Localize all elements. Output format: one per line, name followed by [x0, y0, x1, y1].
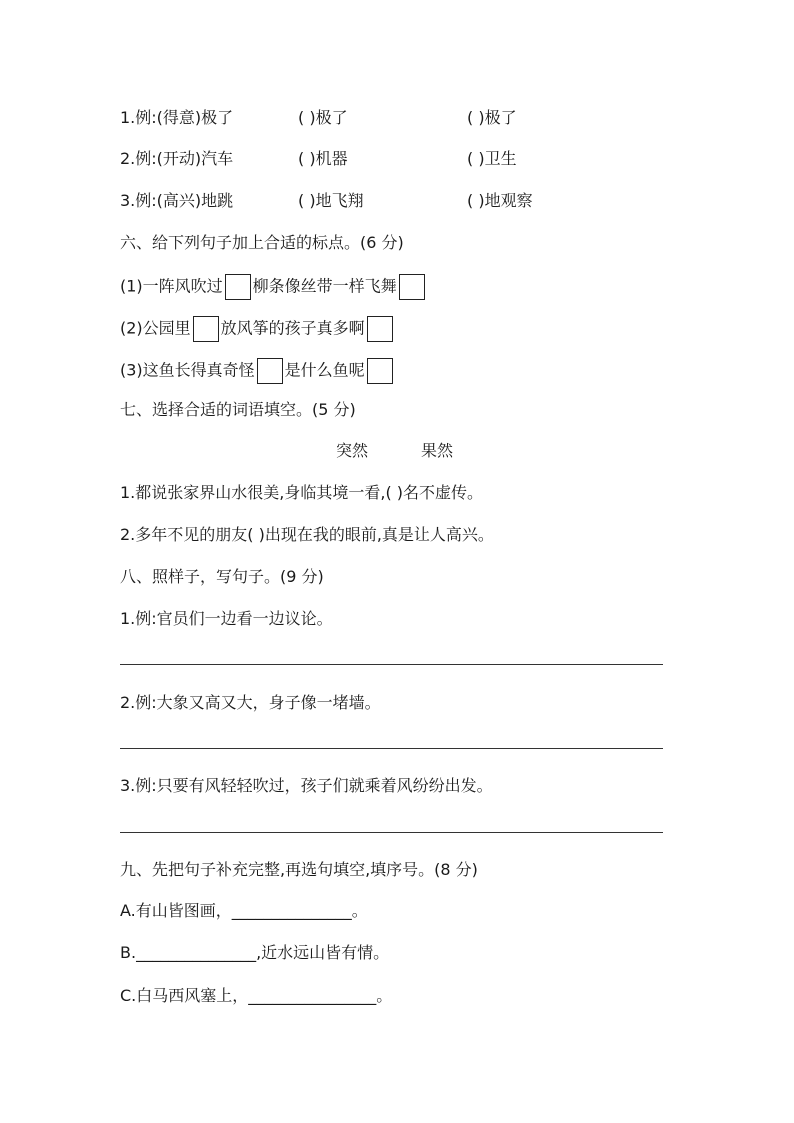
- item-text: (2)公园里: [120, 318, 191, 338]
- item-text: 是什么鱼呢: [284, 360, 365, 380]
- punctuation-box[interactable]: [257, 358, 283, 384]
- fill-question-1[interactable]: 1.都说张家界山水很美,身临其境一看,( )名不虚传。: [120, 483, 484, 502]
- answer-line[interactable]: [120, 832, 663, 833]
- punctuation-box[interactable]: [367, 358, 393, 384]
- punctuation-item-3: [120, 358, 395, 384]
- section9-title: 九、先把句子补充完整,再选句填空,填序号。(8 分): [120, 860, 478, 879]
- punctuation-box[interactable]: [193, 316, 219, 342]
- section6-title: 六、给下列句子加上合适的标点。(6 分): [120, 233, 404, 252]
- item-text: 放风筝的孩子真多啊: [220, 318, 365, 338]
- punctuation-item-2: [120, 316, 395, 342]
- vocab-blank[interactable]: ( )极了: [467, 108, 517, 127]
- vocab-example: 1.例:(得意)极了: [120, 108, 234, 127]
- answer-line[interactable]: [120, 748, 663, 749]
- example-sentence-2: 2.例:大象又高又大，身子像一堵墙。: [120, 693, 381, 712]
- vocab-example: 3.例:(高兴)地跳: [120, 191, 234, 210]
- section7-title: 七、选择合适的词语填空。(5 分): [120, 400, 356, 419]
- punctuation-item-1: [120, 274, 427, 300]
- punctuation-box[interactable]: [367, 316, 393, 342]
- item-text: 柳条像丝带一样飞舞: [252, 276, 397, 296]
- item-text: (3)这鱼长得真奇怪: [120, 360, 255, 380]
- completion-a[interactable]: A.有山皆图画，_______________。: [120, 901, 368, 920]
- vocab-blank[interactable]: ( )卫生: [467, 149, 517, 168]
- vocab-example: 2.例:(开动)汽车: [120, 149, 234, 168]
- item-text: (1)一阵风吹过: [120, 276, 223, 296]
- fill-question-2[interactable]: 2.多年不见的朋友( )出现在我的眼前,真是让人高兴。: [120, 525, 494, 544]
- answer-line[interactable]: [120, 664, 663, 665]
- vocab-blank[interactable]: ( )地观察: [467, 191, 533, 210]
- section8-title: 八、照样子，写句子。(9 分): [120, 567, 324, 586]
- completion-c[interactable]: C.白马西风塞上，________________。: [120, 986, 393, 1005]
- example-sentence-3: 3.例:只要有风轻轻吹过，孩子们就乘着风纷纷出发。: [120, 776, 493, 795]
- vocab-blank[interactable]: ( )地飞翔: [298, 191, 364, 210]
- vocab-blank[interactable]: ( )极了: [298, 108, 348, 127]
- example-sentence-1: 1.例:官员们一边看一边议论。: [120, 609, 333, 628]
- punctuation-box[interactable]: [399, 274, 425, 300]
- vocab-blank[interactable]: ( )机器: [298, 149, 348, 168]
- punctuation-box[interactable]: [225, 274, 251, 300]
- word-choice-1: 突然: [336, 441, 369, 460]
- completion-b[interactable]: B._______________,近水远山皆有情。: [120, 943, 390, 962]
- word-choice-2: 果然: [421, 441, 454, 460]
